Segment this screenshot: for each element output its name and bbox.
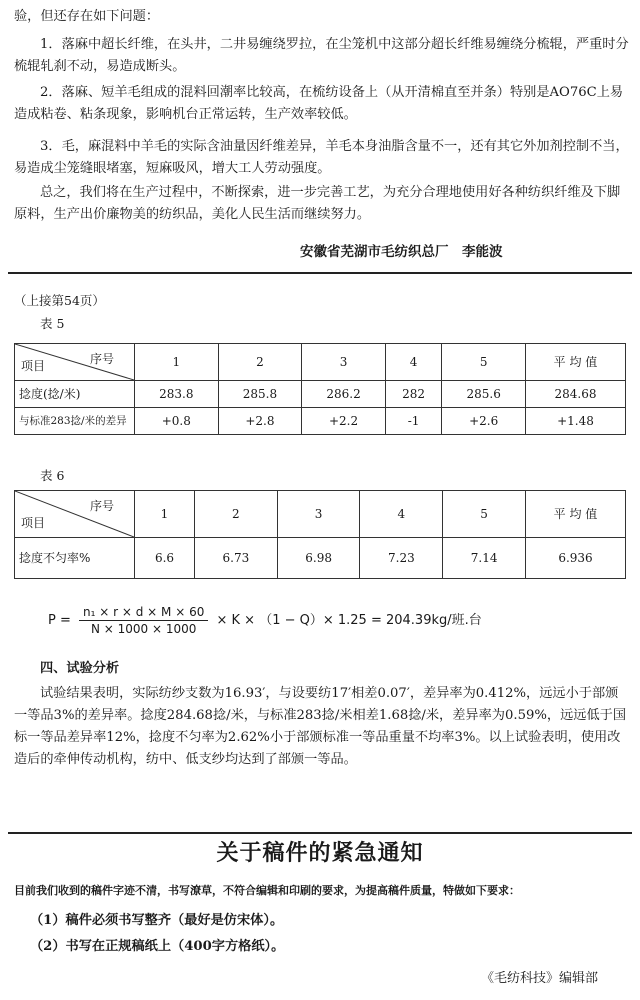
author-signature: 安徽省芜湖市毛纺织总厂 李能波 — [300, 244, 503, 260]
analysis-paragraph: 试验结果表明，实际纺纱支数为16.93′，与设要纺17′相差0.07′，差异率为0.412%，远远小于部颁一等品3%的差异率。捻度284.68捻/米，与标准283捻/米相差1.68捻/米，差异率为0.59%，远远低于国标一等品差异率12%，捻度不匀率为2.62%小于部颁标准一等品重量不均率3%。以上试验表明，使用改造后的牵伸传动机构，纺中、低支纱均达到了部颁一等品。 — [14, 686, 627, 767]
table5-corner-cell — [15, 344, 135, 381]
table-6 — [14, 490, 626, 579]
analysis-heading: 四、试验分析 — [40, 661, 120, 676]
column-header: 2 — [218, 344, 302, 381]
table-cell: 7.14 — [443, 538, 526, 579]
notice-title: 关于稿件的紧急通知 — [216, 841, 424, 866]
column-header: 5 — [442, 344, 526, 381]
table-cell: +0.8 — [135, 408, 219, 435]
table6-header-row — [15, 491, 626, 538]
table-cell: -1 — [385, 408, 442, 435]
table-cell: 6.73 — [194, 538, 277, 579]
notice-divider — [8, 832, 632, 834]
table6-caption: 表 6 — [40, 468, 65, 483]
column-header: 3 — [277, 491, 360, 538]
summary-paragraph: 总之，我们将在生产过程中，不断探索，进一步完善工艺，为充分合理地使用好各种纺织纤维及下脚原料，生产出价廉物美的纺织品，美化人民生活而继续努力。 — [14, 185, 621, 222]
column-header: 4 — [360, 491, 443, 538]
formula-rhs: × K × （1 − Q）× 1.25 = 204.39kg/班.台 — [216, 613, 482, 628]
column-header: 5 — [443, 491, 526, 538]
table-cell: +2.8 — [218, 408, 302, 435]
section-divider — [8, 272, 632, 274]
table-cell: 284.68 — [526, 381, 626, 408]
formula-numerator: n₁ × r × d × M × 60 — [79, 604, 208, 621]
column-header: 平 均 值 — [526, 344, 626, 381]
problem-3: 3．毛，麻混料中羊毛的实际含油量因纤维差异，羊毛本身油脂含量不一，还有其它外加剂控制不当，易造成尘笼缝眼堵塞，短麻吸风，增大工人劳动强度。 — [14, 139, 629, 176]
column-header: 2 — [194, 491, 277, 538]
row-label: 捻度(捻/米) — [15, 381, 135, 408]
editorial-footer: 《毛纺科技》编辑部 — [480, 971, 598, 986]
header-item: 项目 — [21, 359, 46, 373]
table-cell: 285.8 — [218, 381, 302, 408]
column-header: 3 — [302, 344, 386, 381]
table-row — [15, 538, 626, 579]
column-header: 1 — [135, 491, 195, 538]
table-cell: 6.6 — [135, 538, 195, 579]
column-header: 4 — [385, 344, 442, 381]
formula-denominator: N × 1000 × 1000 — [90, 622, 197, 636]
table-cell: 6.936 — [526, 538, 626, 579]
header-xu: 序号 — [89, 499, 114, 513]
table-cell: 7.23 — [360, 538, 443, 579]
continued-from-label: （上接第54页） — [14, 293, 105, 308]
problem-2: 2．落麻、短羊毛组成的混料回潮率比较高，在梳纺设备上（从开清棉直至并条）特别是AO76C上易造成粘卷、粘条现象，影响机台正常运转，生产效率较低。 — [14, 85, 624, 122]
table6-corner-cell — [15, 491, 135, 538]
table5-header-row — [15, 344, 626, 381]
table-cell: +1.48 — [526, 408, 626, 435]
table-row — [15, 381, 626, 408]
formula-lhs: P = — [48, 613, 71, 628]
table-cell: 286.2 — [302, 381, 386, 408]
formula-fraction — [79, 604, 208, 637]
row-label: 捻度不匀率% — [15, 538, 135, 579]
table-row — [15, 408, 626, 435]
notice-item-1: （1）稿件必须书写整齐（最好是仿宋体）。 — [30, 913, 284, 928]
table-cell: +2.2 — [302, 408, 386, 435]
problem-1: 1．落麻中超长纤维，在头井，二井易缠绕罗拉，在尘笼机中这部分超长纤维易缠绕分梳辊，严重时分梳辊轧刹不动，易造成断头。 — [14, 37, 629, 74]
table-cell: 6.98 — [277, 538, 360, 579]
notice-body: 目前我们收到的稿件字迹不清，书写潦草，不符合编辑和印刷的要求，为提高稿件质量，特做如下要求： — [14, 884, 520, 897]
intro-line: 验，但还存在如下问题： — [14, 9, 160, 24]
header-item: 项目 — [21, 516, 46, 530]
production-formula — [48, 604, 482, 637]
notice-item-2: （2）书写在正规稿纸上（400字方格纸）。 — [30, 939, 285, 954]
column-header: 1 — [135, 344, 219, 381]
table-cell: 285.6 — [442, 381, 526, 408]
header-xu: 序号 — [89, 352, 114, 366]
table-cell: 282 — [385, 381, 442, 408]
column-header: 平 均 值 — [526, 491, 626, 538]
table-cell: 283.8 — [135, 381, 219, 408]
table5-caption: 表 5 — [40, 316, 65, 331]
table-cell: +2.6 — [442, 408, 526, 435]
table-5 — [14, 343, 626, 435]
row-label: 与标准283捻/米的差异 — [15, 408, 135, 435]
